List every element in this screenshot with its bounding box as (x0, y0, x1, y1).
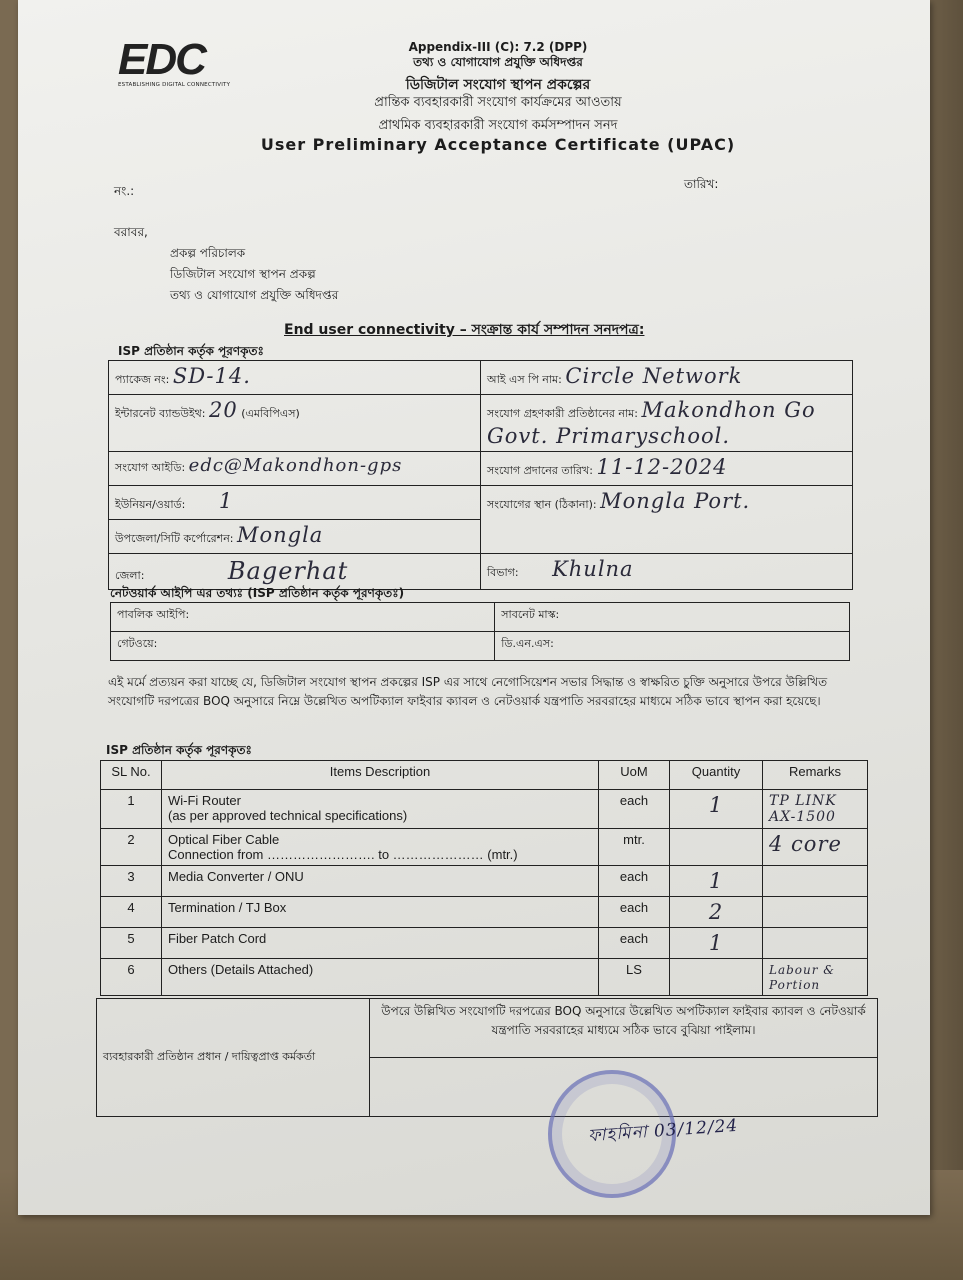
row-uom: LS (599, 959, 670, 996)
division-label: বিভাগ: (487, 566, 519, 579)
upazila-value: Mongla (236, 523, 324, 547)
row-uom: each (599, 790, 670, 829)
row-description: Fiber Patch Cord (162, 928, 599, 959)
bandwidth-label: ইন্টারনেট ব্যান্ডউইথ: (115, 407, 206, 420)
isp-name-label: আই এস পি নাম: (487, 373, 562, 386)
address-line-1: প্রকল্প পরিচালক (170, 246, 246, 260)
network-section-heading: নেটওয়ার্ক আইপি এর তথ্যঃ (ISP প্রতিষ্ঠান কর্তৃক পূরণকৃতঃ) (110, 586, 405, 600)
subnet-cell (495, 603, 850, 632)
row-remarks (763, 829, 868, 866)
items-table (100, 760, 868, 996)
acceptance-text: উপরে উল্লিখিত সংযোগটি দরপত্রের BOQ অনুসারে উল্লেখিত অপটিক্যাল ফাইবার ক্যাবল ও নেটওয়ার্ক যন্ত্রপাতি সরবরাহের মাধ্যমে সঠিক ভাবে বুঝিয়া পাইলাম। (381, 1004, 866, 1037)
row-qty-value: 1 (708, 869, 724, 893)
appendix-label: Appendix-III (C): 7.2 (DPP) (408, 40, 588, 54)
row-desc-sub: (as per approved technical specifications) (168, 808, 408, 823)
row-quantity (670, 829, 763, 866)
date-label: তারিখ: (684, 177, 719, 191)
gateway-cell (111, 632, 495, 661)
declaration-paragraph: এই মর্মে প্রত্যয়ন করা যাচ্ছে যে, ডিজিটাল সংযোগ স্থাপন প্রকল্পের ISP এর সাথে নেগোসিয়েশন সভার সিদ্ধান্ত ও স্বাক্ষরিত চুক্তি অনুসারে উপরে উল্লিখিত সংযোগটি দরপত্রের BOQ অনুসারে নিম্নে উল্লেখিত অপটিক্যাল ফাইবার ক্যাবল ও নেটওয়ার্ক যন্ত্রপাতি সরবরাহের মাধ্যমে সঠিক ভাবে স্থাপন করা হয়েছে। (108, 675, 828, 708)
number-label: নং.: (114, 184, 135, 198)
certificate-paper (18, 0, 930, 1215)
row-qty-value: 1 (708, 931, 724, 955)
row-desc-main: Optical Fiber Cable (168, 832, 280, 847)
table-row (101, 790, 868, 829)
logo-subtitle: ESTABLISHING DIGITAL CONNECTIVITY (118, 82, 231, 88)
row-remarks-value: TP LINK AX-1500 (769, 793, 837, 825)
dns-label: ডি.এন.এস: (501, 637, 554, 650)
row-quantity (670, 959, 763, 996)
row-remarks (763, 790, 868, 829)
address-to: বরাবর, (114, 225, 148, 239)
row-remarks (763, 897, 868, 928)
row-desc-main: Wi-Fi Router (168, 793, 241, 808)
items-header-row (101, 761, 868, 790)
dns-cell (495, 632, 850, 661)
row-uom: each (599, 866, 670, 897)
connection-id-value: edc@Makondhon-gps (188, 455, 403, 476)
connection-date-label: সংযোগ প্রদানের তারিখ: (487, 464, 593, 477)
table-row (101, 928, 868, 959)
row-description (162, 829, 599, 866)
recipient-label: সংযোগ গ্রহণকারী প্রতিষ্ঠানের নাম: (487, 407, 638, 420)
bandwidth-value: 20 (209, 398, 238, 422)
division-cell (481, 554, 853, 590)
ministry-line: তথ্য ও যোগাযোগ প্রযুক্তি অধিদপ্তর (413, 55, 583, 69)
row-sl: 4 (101, 897, 162, 928)
row-remarks (763, 928, 868, 959)
package-cell (109, 361, 481, 395)
address-line-2: ডিজিটাল সংযোগ স্থাপন প্রকল্প (170, 267, 316, 281)
row-description: Media Converter / ONU (162, 866, 599, 897)
recipient-value-2: Govt. Primaryschool. (487, 424, 731, 448)
connection-date-value: 11-12-2024 (596, 455, 728, 479)
row-remarks (763, 959, 868, 996)
connection-id-cell (109, 452, 481, 486)
row-qty-value: 2 (708, 900, 724, 924)
location-label: সংযোগের স্থান (ঠিকানা): (487, 498, 597, 511)
connection-date-cell (481, 452, 853, 486)
package-label: প্যাকেজ নং: (115, 373, 170, 386)
union-value: 1 (218, 489, 234, 513)
connection-info-table (108, 360, 853, 590)
acceptance-table (96, 998, 878, 1117)
bandwidth-cell (109, 395, 481, 452)
row-sl: 6 (101, 959, 162, 996)
row-description: Termination / TJ Box (162, 897, 599, 928)
isp-name-cell (481, 361, 853, 395)
items-section-heading: ISP প্রতিষ্ঠান কর্তৃক পূরণকৃতঃ (106, 743, 252, 757)
upazila-label: উপজেলা/সিটি কর্পোরেশন: (115, 532, 234, 545)
row-sl: 3 (101, 866, 162, 897)
row-sl: 1 (101, 790, 162, 829)
col-remarks: Remarks (763, 761, 868, 790)
district-value: Bagerhat (227, 557, 349, 585)
recipient-value-1: Makondhon Go (641, 398, 816, 422)
package-value: SD-14. (172, 364, 251, 388)
row-sl: 2 (101, 829, 162, 866)
subnet-label: সাবনেট মাস্ক: (501, 608, 560, 621)
row-quantity (670, 928, 763, 959)
official-label: ব্যবহারকারী প্রতিষ্ঠান প্রধান / দায়িত্বপ্রাপ্ত কর্মকর্তা (103, 1050, 316, 1063)
row-remarks-value: Labour & Portion (769, 963, 835, 992)
table-row (101, 897, 868, 928)
signature: ফাহমিনা 03/12/24 (587, 1115, 739, 1147)
row-desc-sub: Connection from ……………………. to ………………… (mtr.) (168, 847, 518, 862)
row-uom: mtr. (599, 829, 670, 866)
location-cell (481, 486, 853, 554)
row-quantity (670, 866, 763, 897)
isp-section-heading: ISP প্রতিষ্ঠান কর্তৃক পূরণকৃতঃ (118, 344, 264, 358)
table-row (101, 959, 868, 996)
col-sl: SL No. (101, 761, 162, 790)
certificate-title: User Preliminary Acceptance Certificate (UPAC) (260, 135, 736, 154)
acceptance-text-cell (370, 999, 878, 1058)
program-line: প্রান্তিক ব্যবহারকারী সংযোগ কার্যক্রমের আওতায় (374, 95, 622, 110)
row-uom: each (599, 928, 670, 959)
table-row (101, 866, 868, 897)
network-info-table (110, 602, 850, 661)
union-cell (109, 486, 481, 520)
bandwidth-unit: (এমবিপিএস) (241, 407, 300, 420)
row-uom: each (599, 897, 670, 928)
public-ip-cell (111, 603, 495, 632)
row-description (162, 790, 599, 829)
col-quantity: Quantity (670, 761, 763, 790)
row-remarks-value: 4 core (769, 832, 842, 856)
row-sl: 5 (101, 928, 162, 959)
union-label: ইউনিয়ন/ওয়ার্ড: (115, 498, 186, 511)
division-value: Khulna (552, 557, 634, 581)
row-qty-value: 1 (708, 793, 724, 817)
row-quantity (670, 790, 763, 829)
recipient-cell (481, 395, 853, 452)
isp-name-value: Circle Network (565, 364, 743, 388)
logo-mark: EDC (118, 35, 205, 84)
location-value: Mongla Port. (600, 489, 751, 513)
district-label: জেলা: (115, 569, 145, 582)
subject-line: End user connectivity – সংক্রান্ত কার্য সম্পাদন সনদপত্র: (284, 322, 645, 338)
acceptance-left-cell (97, 999, 370, 1117)
table-row (101, 829, 868, 866)
col-uom: UoM (599, 761, 670, 790)
col-description: Items Description (162, 761, 599, 790)
row-quantity (670, 897, 763, 928)
row-description: Others (Details Attached) (162, 959, 599, 996)
connection-id-label: সংযোগ আইডি: (115, 461, 186, 474)
public-ip-label: পাবলিক আইপি: (117, 608, 190, 621)
row-remarks (763, 866, 868, 897)
project-line: ডিজিটাল সংযোগ স্থাপন প্রকল্পের (405, 77, 591, 93)
address-line-3: তথ্য ও যোগাযোগ প্রযুক্তি অধিদপ্তর (170, 288, 339, 302)
certificate-bn-title: প্রাথমিক ব্যবহারকারী সংযোগ কর্মসম্পাদন সনদ (378, 118, 618, 133)
gateway-label: গেটওয়ে: (117, 637, 158, 650)
upazila-cell (109, 520, 481, 554)
